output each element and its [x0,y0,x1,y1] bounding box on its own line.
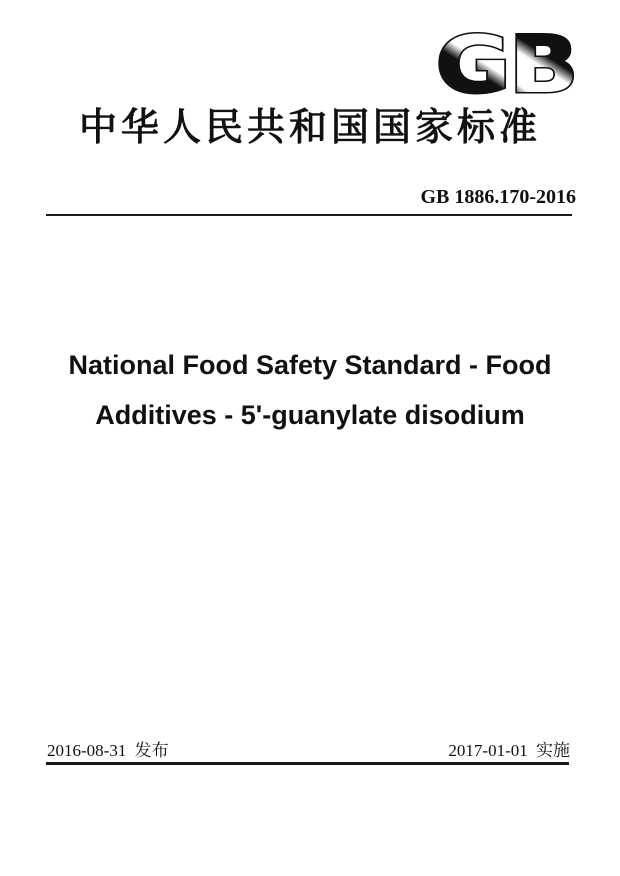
implement-date-value: 2017-01-01 [448,741,528,760]
national-standard-heading: 中华人民共和国国家标准 [78,107,541,149]
title-line-1: National Food Safety Standard - Food [68,350,552,380]
issue-date-value: 2016-08-31 [47,741,127,760]
document-title [0,340,620,440]
title-line-2: Additives - 5'-guanylate disodium [95,400,525,430]
footer-rule [46,762,569,765]
gb-logo-graphic [430,28,582,102]
header-rule [46,214,572,216]
gb-logo [430,28,582,102]
implement-date-label: 实施 [536,741,570,760]
footer-dates [47,740,570,762]
implement-date [448,740,570,762]
gb-logo-text: GB [435,28,577,102]
standard-number: GB 1886.170-2016 [420,186,576,208]
issue-date-label: 发布 [134,741,169,760]
issue-date [47,740,169,762]
